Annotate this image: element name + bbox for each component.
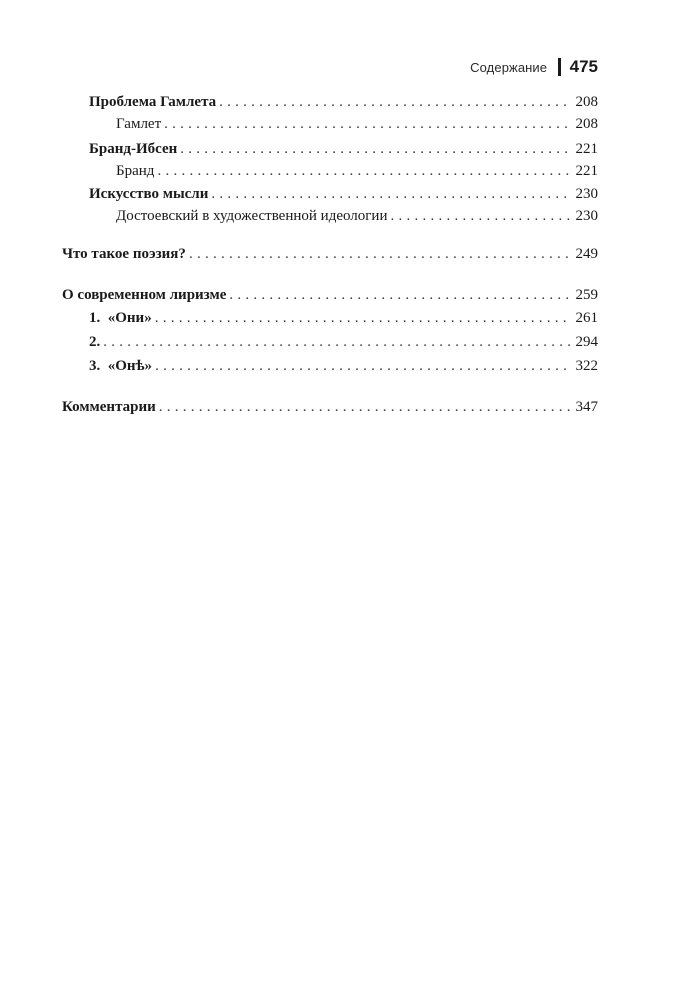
- toc-entry-title: Достоевский в художественной идеологии: [116, 208, 388, 224]
- toc-entry-problema-gamleta: [89, 92, 598, 112]
- toc-entry-title: Бранд: [116, 163, 155, 179]
- toc-leader-dots: [159, 397, 570, 417]
- toc-entry-page: 221: [575, 141, 598, 157]
- page-number: 475: [569, 57, 598, 76]
- toc-leader-dots: [103, 332, 569, 352]
- toc-entry-title: Бранд-Ибсен: [89, 141, 178, 157]
- running-head: [470, 57, 598, 77]
- toc-entry-page: 261: [575, 310, 598, 326]
- toc-entry-page: 221: [575, 163, 598, 179]
- toc-leader-dots: [211, 184, 569, 204]
- toc-entry-page: 208: [575, 116, 598, 132]
- toc-leader-dots: [180, 139, 569, 159]
- toc-entry-title: Проблема Гамлета: [89, 94, 217, 110]
- toc-entry-page: 259: [575, 287, 598, 303]
- toc-entry-title: 2.: [89, 334, 101, 350]
- toc-leader-dots: [229, 285, 569, 305]
- toc-leader-dots: [219, 92, 569, 112]
- toc-entry-page: 249: [575, 246, 598, 262]
- toc-entry-iskusstvo-mysli: [89, 184, 598, 204]
- toc-entry-kommentarii: [62, 397, 598, 417]
- toc-entry-one: [89, 356, 598, 376]
- toc-entry-page: 294: [575, 334, 598, 350]
- toc-entry-title: Комментарии: [62, 399, 156, 415]
- toc-entry-brand: [116, 161, 598, 181]
- toc-entry-oni: [89, 308, 598, 328]
- toc-leader-dots: [164, 114, 569, 134]
- toc-entry-chto-takoe-poeziya: [62, 244, 598, 264]
- toc-entry-title: О современном лиризме: [62, 287, 227, 303]
- toc-entry-brand-ibsen: [89, 139, 598, 159]
- toc-entry-dostoevsky: [116, 206, 598, 226]
- toc-entry-o-sovremennom-lirizme: [62, 285, 598, 305]
- toc-entry-part-2: [89, 332, 598, 352]
- toc-entry-title: Искусство мысли: [89, 186, 209, 202]
- toc-leader-dots: [391, 206, 570, 226]
- toc-leader-dots: [155, 356, 569, 376]
- toc-leader-dots: [189, 244, 570, 264]
- toc-leader-dots: [155, 308, 570, 328]
- toc-leader-dots: [157, 161, 569, 181]
- toc-entry-title: Гамлет: [116, 116, 162, 132]
- toc-entry-gamlet: [116, 114, 598, 134]
- toc-entry-page: 347: [575, 399, 598, 415]
- toc-entry-title: 1. «Они»: [89, 310, 152, 326]
- toc-entry-page: 230: [575, 186, 598, 202]
- running-head-divider: [558, 58, 561, 76]
- toc-entry-page: 208: [575, 94, 598, 110]
- toc-entry-page: 230: [575, 208, 598, 224]
- toc-entry-title: Что такое поэзия?: [62, 246, 186, 262]
- toc-entry-title: 3. «Онѣ»: [89, 358, 153, 374]
- running-head-section: Содержание: [470, 59, 548, 75]
- toc-entry-page: 322: [575, 358, 598, 374]
